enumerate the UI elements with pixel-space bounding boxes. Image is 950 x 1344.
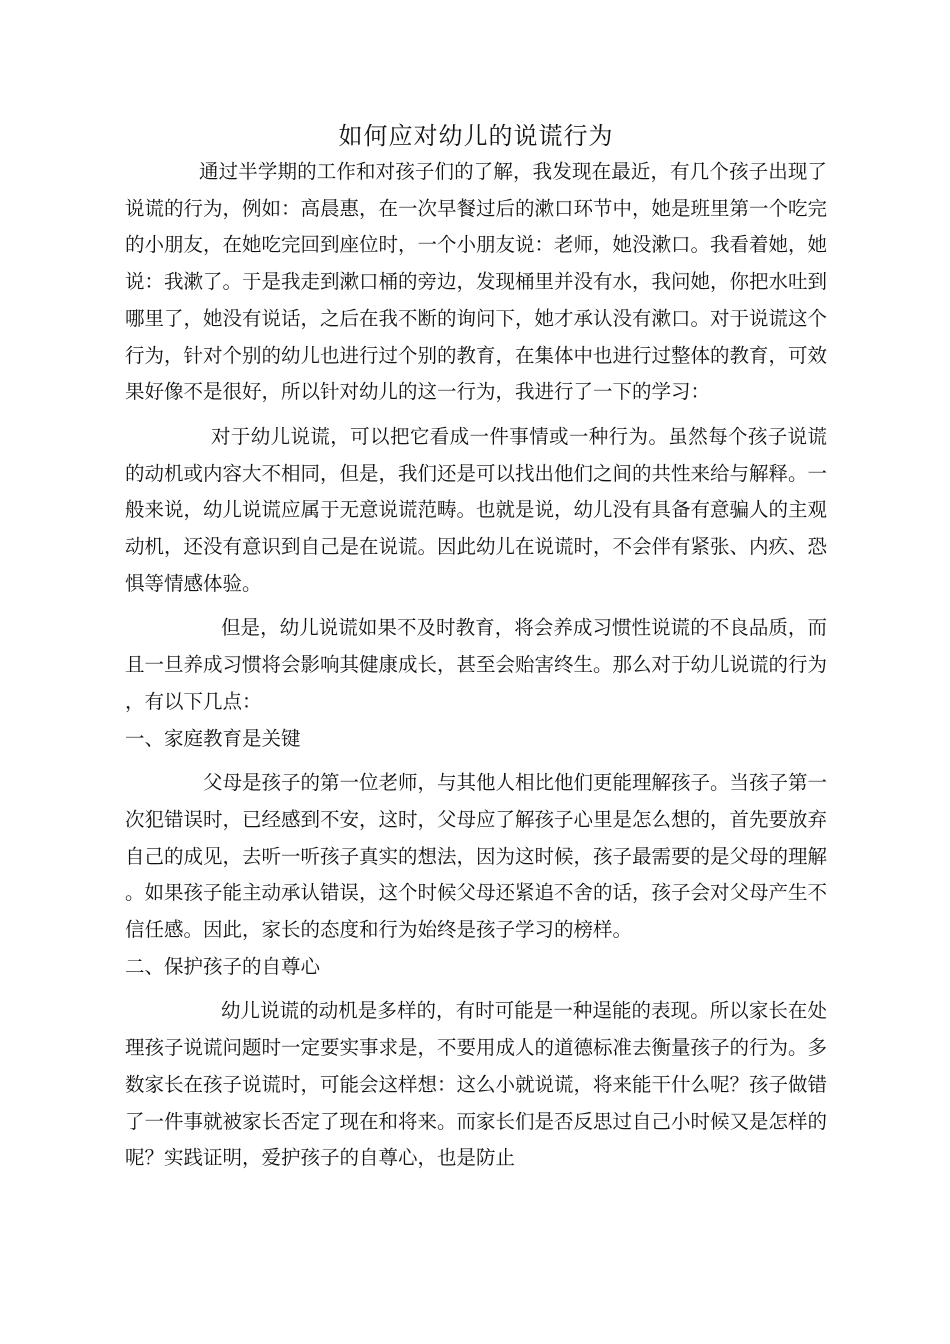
paragraph-family-education: 父母是孩子的第一位老师，与其他人相比他们更能理解孩子。当孩子第一次犯错误时，已经感到不安，这时，父母应了解孩子心里是怎么想的，首先要放弃自己的成见，去听一听孩子真实的想法，因为这时候，孩子最需要的是父母的理解。如果孩子能主动承认错误，这个时候父母还紧追不舍的话，孩子会对父母产生不信任感。因此，家长的态度和行为始终是孩子学习的榜样。 [125,771,828,942]
paragraph-consequences: 但是，幼儿说谎如果不及时教育，将会养成习惯性说谎的不良品质，而且一旦养成习惯将会影响其健康成长，甚至会贻害终生。那么对于幼儿说谎的行为，有以下几点： [125,616,828,713]
document-body [125,118,827,1177]
paragraph-intro: 通过半学期的工作和对孩子们的了解，我发现在最近，有几个孩子出现了说谎的行为，例如：高晨惠，在一次早餐过后的漱口环节中，她是班里第一个吃完的小朋友，在她吃完回到座位时，一个小朋友说：老师，她没漱口。我看着她，她说：我漱了。于是我走到漱口桶的旁边，发现桶里并没有水，我问她，你把水吐到哪里了，她没有说话，之后在我不断的询问下，她才承认没有漱口。对于说谎这个行为，针对个别的幼儿也进行过个别的教育，在集体中也进行过整体的教育，可效果好像不是很好，所以针对幼儿的这一行为，我进行了一下的学习： [125,160,828,404]
section-heading-self-esteem: 二、保护孩子的自尊心 [125,954,321,978]
paragraph-lying-nature: 对于幼儿说谎，可以把它看成一件事情或一种行为。虽然每个孩子说谎的动机或内容大不相同，但是，我们还是可以找出他们之间的共性来给与解释。一般来说，幼儿说谎应属于无意说谎范畴。也就是说，幼儿没有具备有意骗人的主观动机，还没有意识到自己是在说谎。因此幼儿在说谎时，不会伴有紧张、内疚、恐惧等情感体验。 [125,424,828,595]
document-title: 如何应对幼儿的说谎行为 [338,122,614,150]
paragraph-self-esteem: 幼儿说谎的动机是多样的，有时可能是一种逞能的表现。所以家长在处理孩子说谎问题时一定要实事求是，不要用成人的道德标准去衡量孩子的行为。多数家长在孩子说谎时，可能会这样想：这么小就说谎，将来能干什么呢？孩子做错了一件事就被家长否定了现在和将来。而家长们是否反思过自己小时候又是怎样的呢？实践证明，爱护孩子的自尊心，也是防止 [125,999,828,1170]
section-heading-family-education: 一、家庭教育是关键 [125,726,301,750]
